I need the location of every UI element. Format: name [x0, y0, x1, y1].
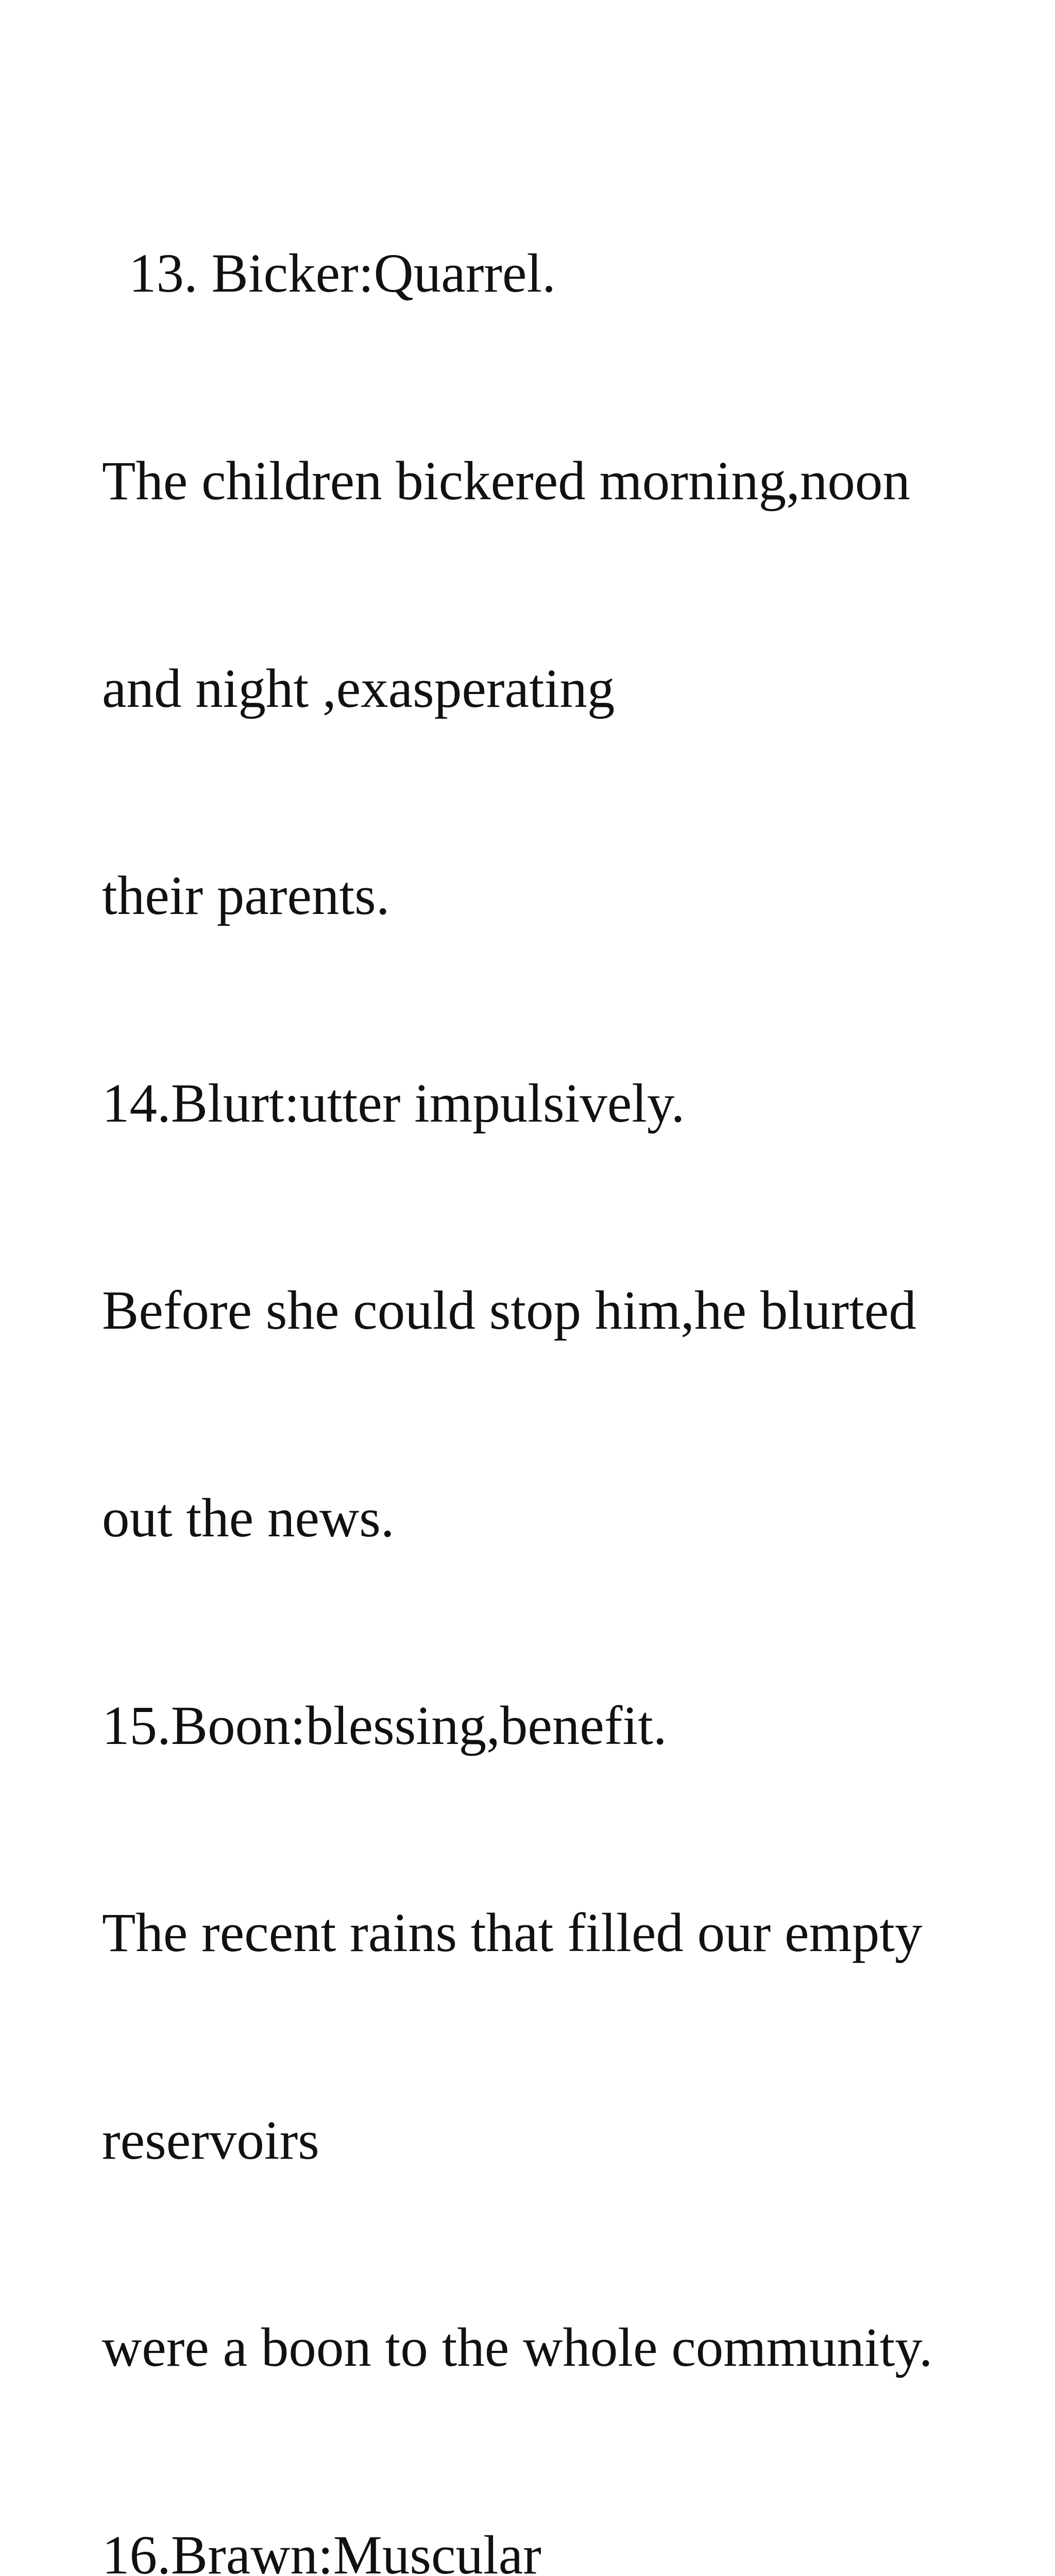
- heading-14-blurt: 14.Blurt:utter impulsively.: [102, 1073, 685, 1134]
- text-line: The recent rains that filled our empty: [102, 1903, 923, 1964]
- heading-16-brawn: 16.Brawn:Muscular: [102, 2524, 541, 2576]
- heading-13-bicker: 13. Bicker:Quarrel.: [129, 243, 556, 304]
- text-line: The children bickered morning,noon: [102, 451, 910, 512]
- text-line: reservoirs: [102, 2110, 319, 2171]
- heading-15-boon: 15.Boon:blessing,benefit.: [102, 1695, 667, 1756]
- text-line: their parents.: [102, 866, 390, 927]
- text-line: and night ,exasperating: [102, 658, 615, 719]
- text-line: Before she could stop him,he blurted: [102, 1280, 916, 1342]
- text-line: were a boon to the whole community.: [102, 2317, 933, 2379]
- document-body: [102, 101, 1029, 2576]
- text-line: out the news.: [102, 1487, 395, 1549]
